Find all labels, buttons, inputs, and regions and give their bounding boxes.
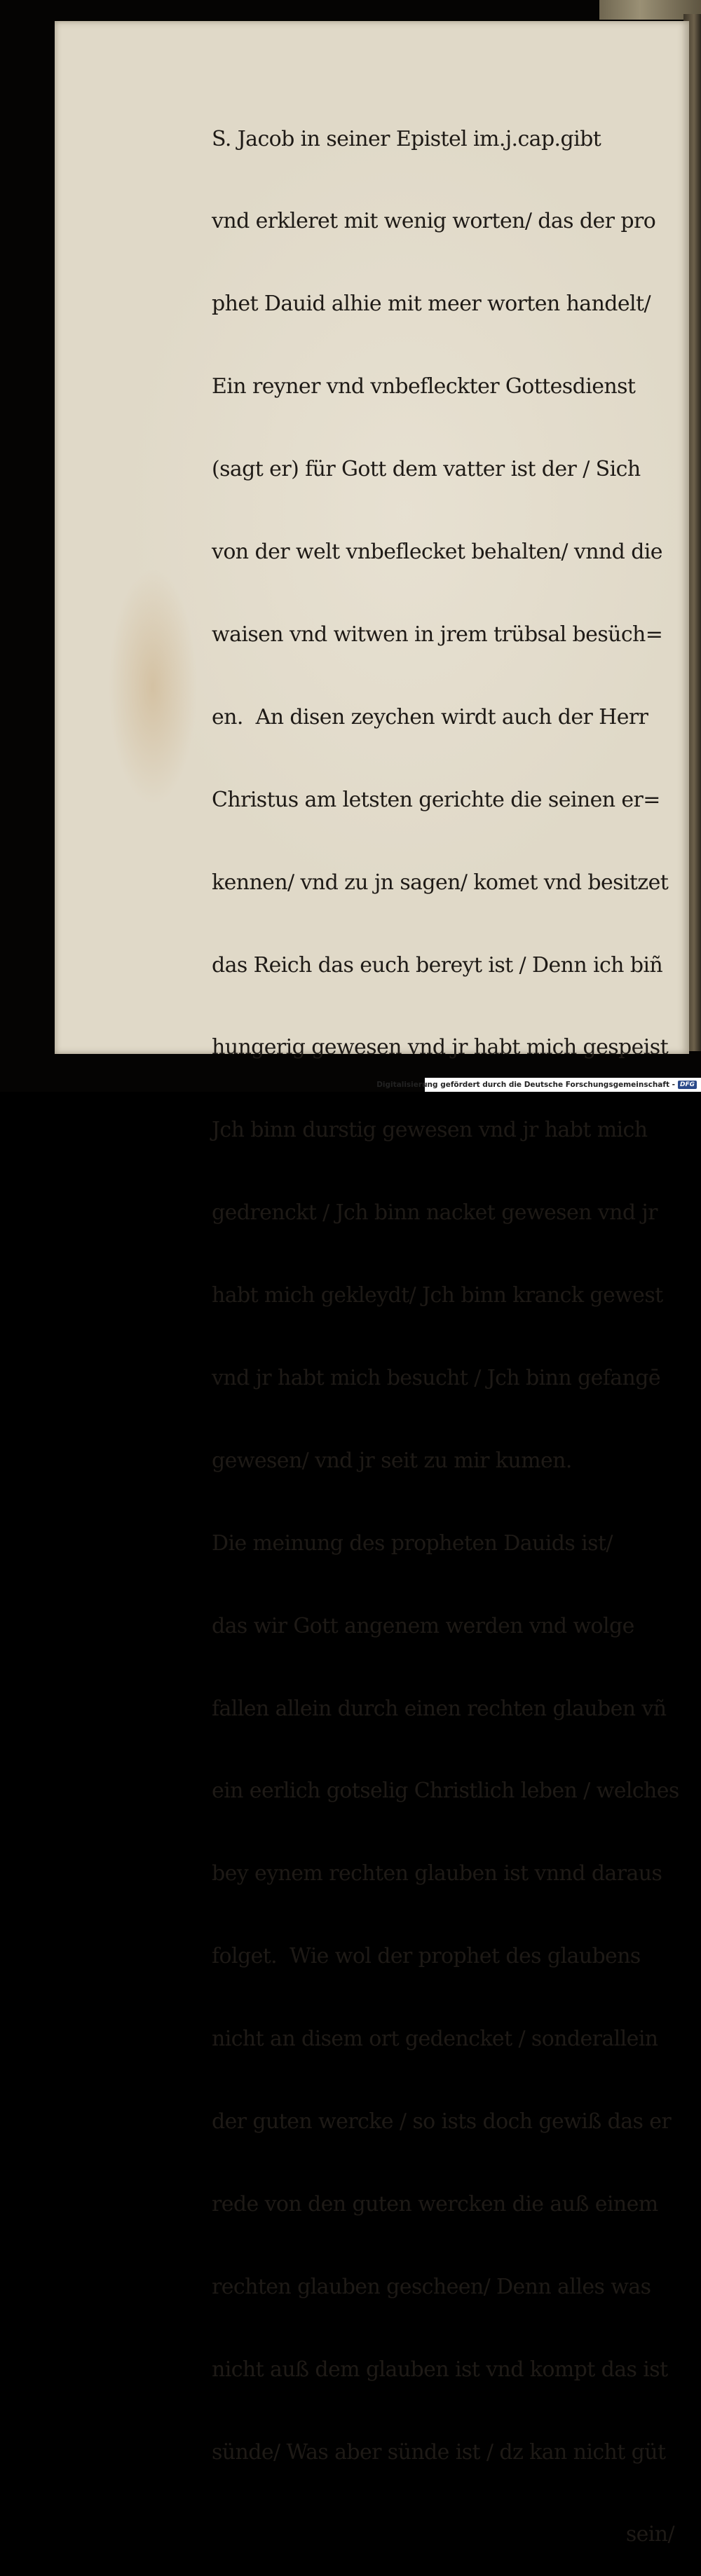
digitization-credit-banner xyxy=(376,1078,701,1092)
text-line: nicht auß dem glauben ist vnd kompt das ist xyxy=(212,2357,668,2382)
text-line: gedrenckt / Jch binn nacket gewesen vnd jr xyxy=(212,1200,658,1226)
text-line: ein eerlich gotselig Christlich leben / welches xyxy=(212,1779,679,1804)
text-line: folget. Wie wol der prophet des glaubens xyxy=(212,1944,641,1969)
credit-text: Digitalisierung gefördert durch die Deutsche Forschungsgemeinschaft - xyxy=(376,1081,675,1089)
text-line: hungerig gewesen vnd jr habt mich gespeist xyxy=(212,1035,669,1060)
dfg-logo-icon: DFG xyxy=(678,1081,697,1089)
text-line: vnd jr habt mich besucht / Jch binn gefangē xyxy=(212,1365,661,1390)
text-line: Die meinung des propheten Dauids ist/ xyxy=(212,1530,613,1556)
text-line: sünde/ Was aber sünde ist / dz kan nicht güt xyxy=(212,2439,666,2465)
text-line: bey eynem rechten glauben ist vnnd daraus xyxy=(212,1861,662,1886)
text-line: von der welt vnbeflecket behalten/ vnnd die xyxy=(212,540,662,565)
text-line: phet Dauid alhie mit meer worten handelt/ xyxy=(212,292,651,317)
text-line: der guten wercke / so ists doch gewiß das er xyxy=(212,2109,672,2134)
text-line: das wir Gott angenem werden vnd wolge xyxy=(212,1613,634,1638)
text-line: rede von den guten wercken die auß einem xyxy=(212,2191,658,2217)
text-line: en. An disen zeychen wirdt auch der Herr xyxy=(212,704,648,729)
text-line: das Reich das euch bereyt ist / Denn ich biñ xyxy=(212,952,663,978)
text-line: nicht an disem ort gedencket / sonderallein xyxy=(212,2027,658,2052)
text-line: fallen allein durch einen rechten glauben vñ xyxy=(212,1696,667,1721)
text-line: kennen/ vnd zu jn sagen/ komet vnd besitzet xyxy=(212,870,669,895)
text-line: waisen vnd witwen in jrem trübsal besüch= xyxy=(212,622,663,647)
page-text xyxy=(212,70,679,2576)
text-line: S. Jacob in seiner Epistel im.j.cap.gibt xyxy=(212,126,601,151)
text-line: (sagt er) für Gott dem vatter ist der / Sich xyxy=(212,457,641,482)
text-line: habt mich gekleydt/ Jch binn kranck gewest xyxy=(212,1283,663,1308)
text-line: gewesen/ vnd jr seit zu mir kumen. xyxy=(212,1448,572,1473)
text-line: Christus am letsten gerichte die seinen er= xyxy=(212,787,660,812)
catchword: sein/ xyxy=(625,2522,674,2547)
text-line: vnd erkleret mit wenig worten/ das der pro xyxy=(212,209,656,234)
text-line: Ein reyner vnd vnbefleckter Gottesdienst xyxy=(212,374,636,399)
text-line: rechten glauben gescheen/ Denn alles was xyxy=(212,2274,651,2299)
text-line: Jch binn durstig gewesen vnd jr habt mich xyxy=(212,1118,648,1143)
